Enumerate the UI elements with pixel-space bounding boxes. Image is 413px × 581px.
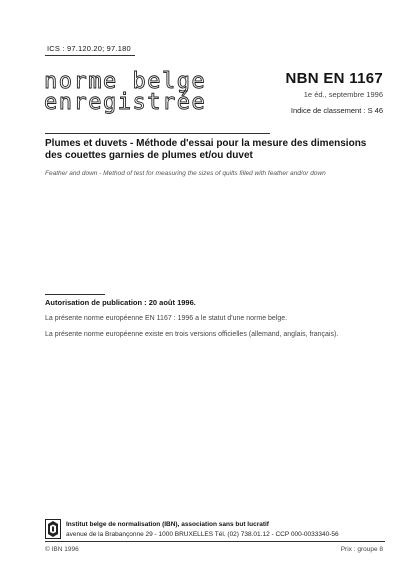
footer-rule bbox=[45, 541, 385, 542]
standard-number: NBN EN 1167 bbox=[285, 70, 383, 87]
english-title: Feather and down - Method of test for measuring the sizes of quilts filled with feather and/or down bbox=[45, 170, 326, 177]
copyright: © IBN 1996 bbox=[45, 546, 79, 553]
institute-name: Institut belge de normalisation (IBN), association sans but lucratif bbox=[66, 521, 269, 528]
institute-address: avenue de la Brabançonne 29 - 1000 BRUXELLES Tél. (02) 738.01.12 - CCP 000-0033340-56 bbox=[66, 531, 339, 538]
ics-underline bbox=[45, 55, 135, 56]
ics-code: ICS : 97.120.20; 97.180 bbox=[47, 44, 131, 53]
price-group: Prix : groupe 8 bbox=[340, 546, 383, 553]
official-versions-text: La présente norme européenne existe en trois versions officielles (allemand, anglais, français). bbox=[45, 331, 339, 338]
title-rule bbox=[45, 133, 270, 134]
belgian-status-text: La présente norme européenne EN 1167 : 1996 a le statut d'une norme belge. bbox=[45, 315, 288, 322]
edition-date: 1e éd., septembre 1996 bbox=[303, 90, 383, 99]
enregistree-heading: enregistrée bbox=[44, 90, 207, 115]
french-title: Plumes et duvets - Méthode d'essai pour la mesure des dimensions des couettes garnies de plumes et/ou duvet bbox=[45, 138, 367, 161]
authorization-rule bbox=[45, 294, 105, 295]
classification-index: Indice de classement : S 46 bbox=[290, 106, 383, 115]
publication-authorization: Autorisation de publication : 20 août 1996. bbox=[45, 298, 196, 307]
norme-belge-heading: norme belge bbox=[44, 69, 207, 94]
ibn-logo-icon bbox=[45, 519, 61, 539]
